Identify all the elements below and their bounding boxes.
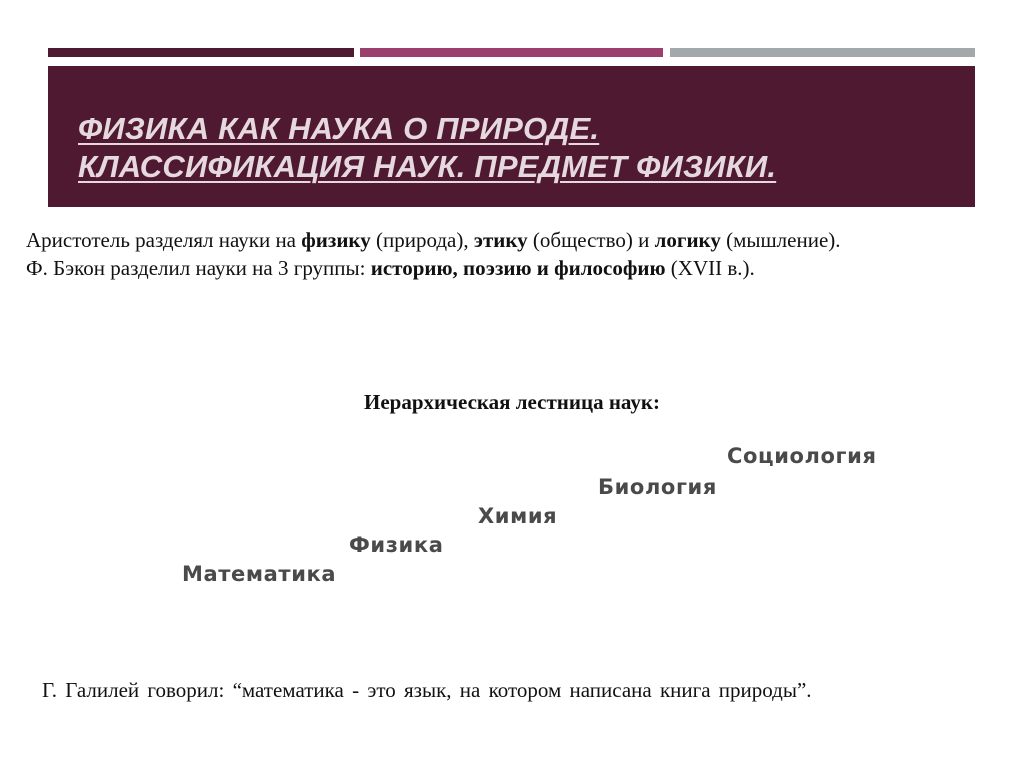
aristotle-paragraph: [26, 226, 980, 254]
accent-bar-grey: [670, 48, 975, 57]
ladder-step-biology: Биология: [598, 475, 717, 499]
aristotle-text-post: (мышление).: [720, 228, 841, 252]
term-ethics: этику: [473, 228, 528, 252]
aristotle-text-mid-2: (общество) и: [527, 228, 655, 252]
accent-bar-dark: [48, 48, 354, 57]
ladder-title: Иерархическая лестница наук:: [364, 390, 660, 414]
term-logic: логику: [654, 228, 721, 252]
intro-text: [26, 226, 980, 282]
ladder-step-sociology: Социология: [727, 444, 877, 468]
slide-title: [78, 110, 948, 186]
ladder-step-chemistry: Химия: [478, 504, 558, 528]
title-band: [48, 66, 975, 207]
galileo-quote: Г. Галилей говорил: “математика - это язык, на котором написана книга природы”.: [42, 678, 812, 702]
aristotle-text-mid-1: (природа),: [370, 228, 474, 252]
bacon-text-pre: Ф. Бэкон разделил науки на 3 группы:: [26, 256, 371, 280]
ladder-step-physics: Физика: [349, 533, 444, 557]
accent-bar-mid: [360, 48, 663, 57]
aristotle-text-pre: Аристотель разделял науки на: [26, 228, 302, 252]
bacon-groups: историю, поэзию и философию: [370, 256, 666, 280]
slide-title-line-1: ФИЗИКА КАК НАУКА О ПРИРОДЕ.: [78, 111, 600, 146]
slide-title-line-2: КЛАССИФИКАЦИЯ НАУК. ПРЕДМЕТ ФИЗИКИ.: [78, 149, 777, 184]
term-physics: физику: [301, 228, 371, 252]
ladder-step-mathematics: Математика: [182, 562, 337, 586]
bacon-paragraph: [26, 254, 980, 282]
bacon-text-post: (XVII в.).: [665, 256, 755, 280]
